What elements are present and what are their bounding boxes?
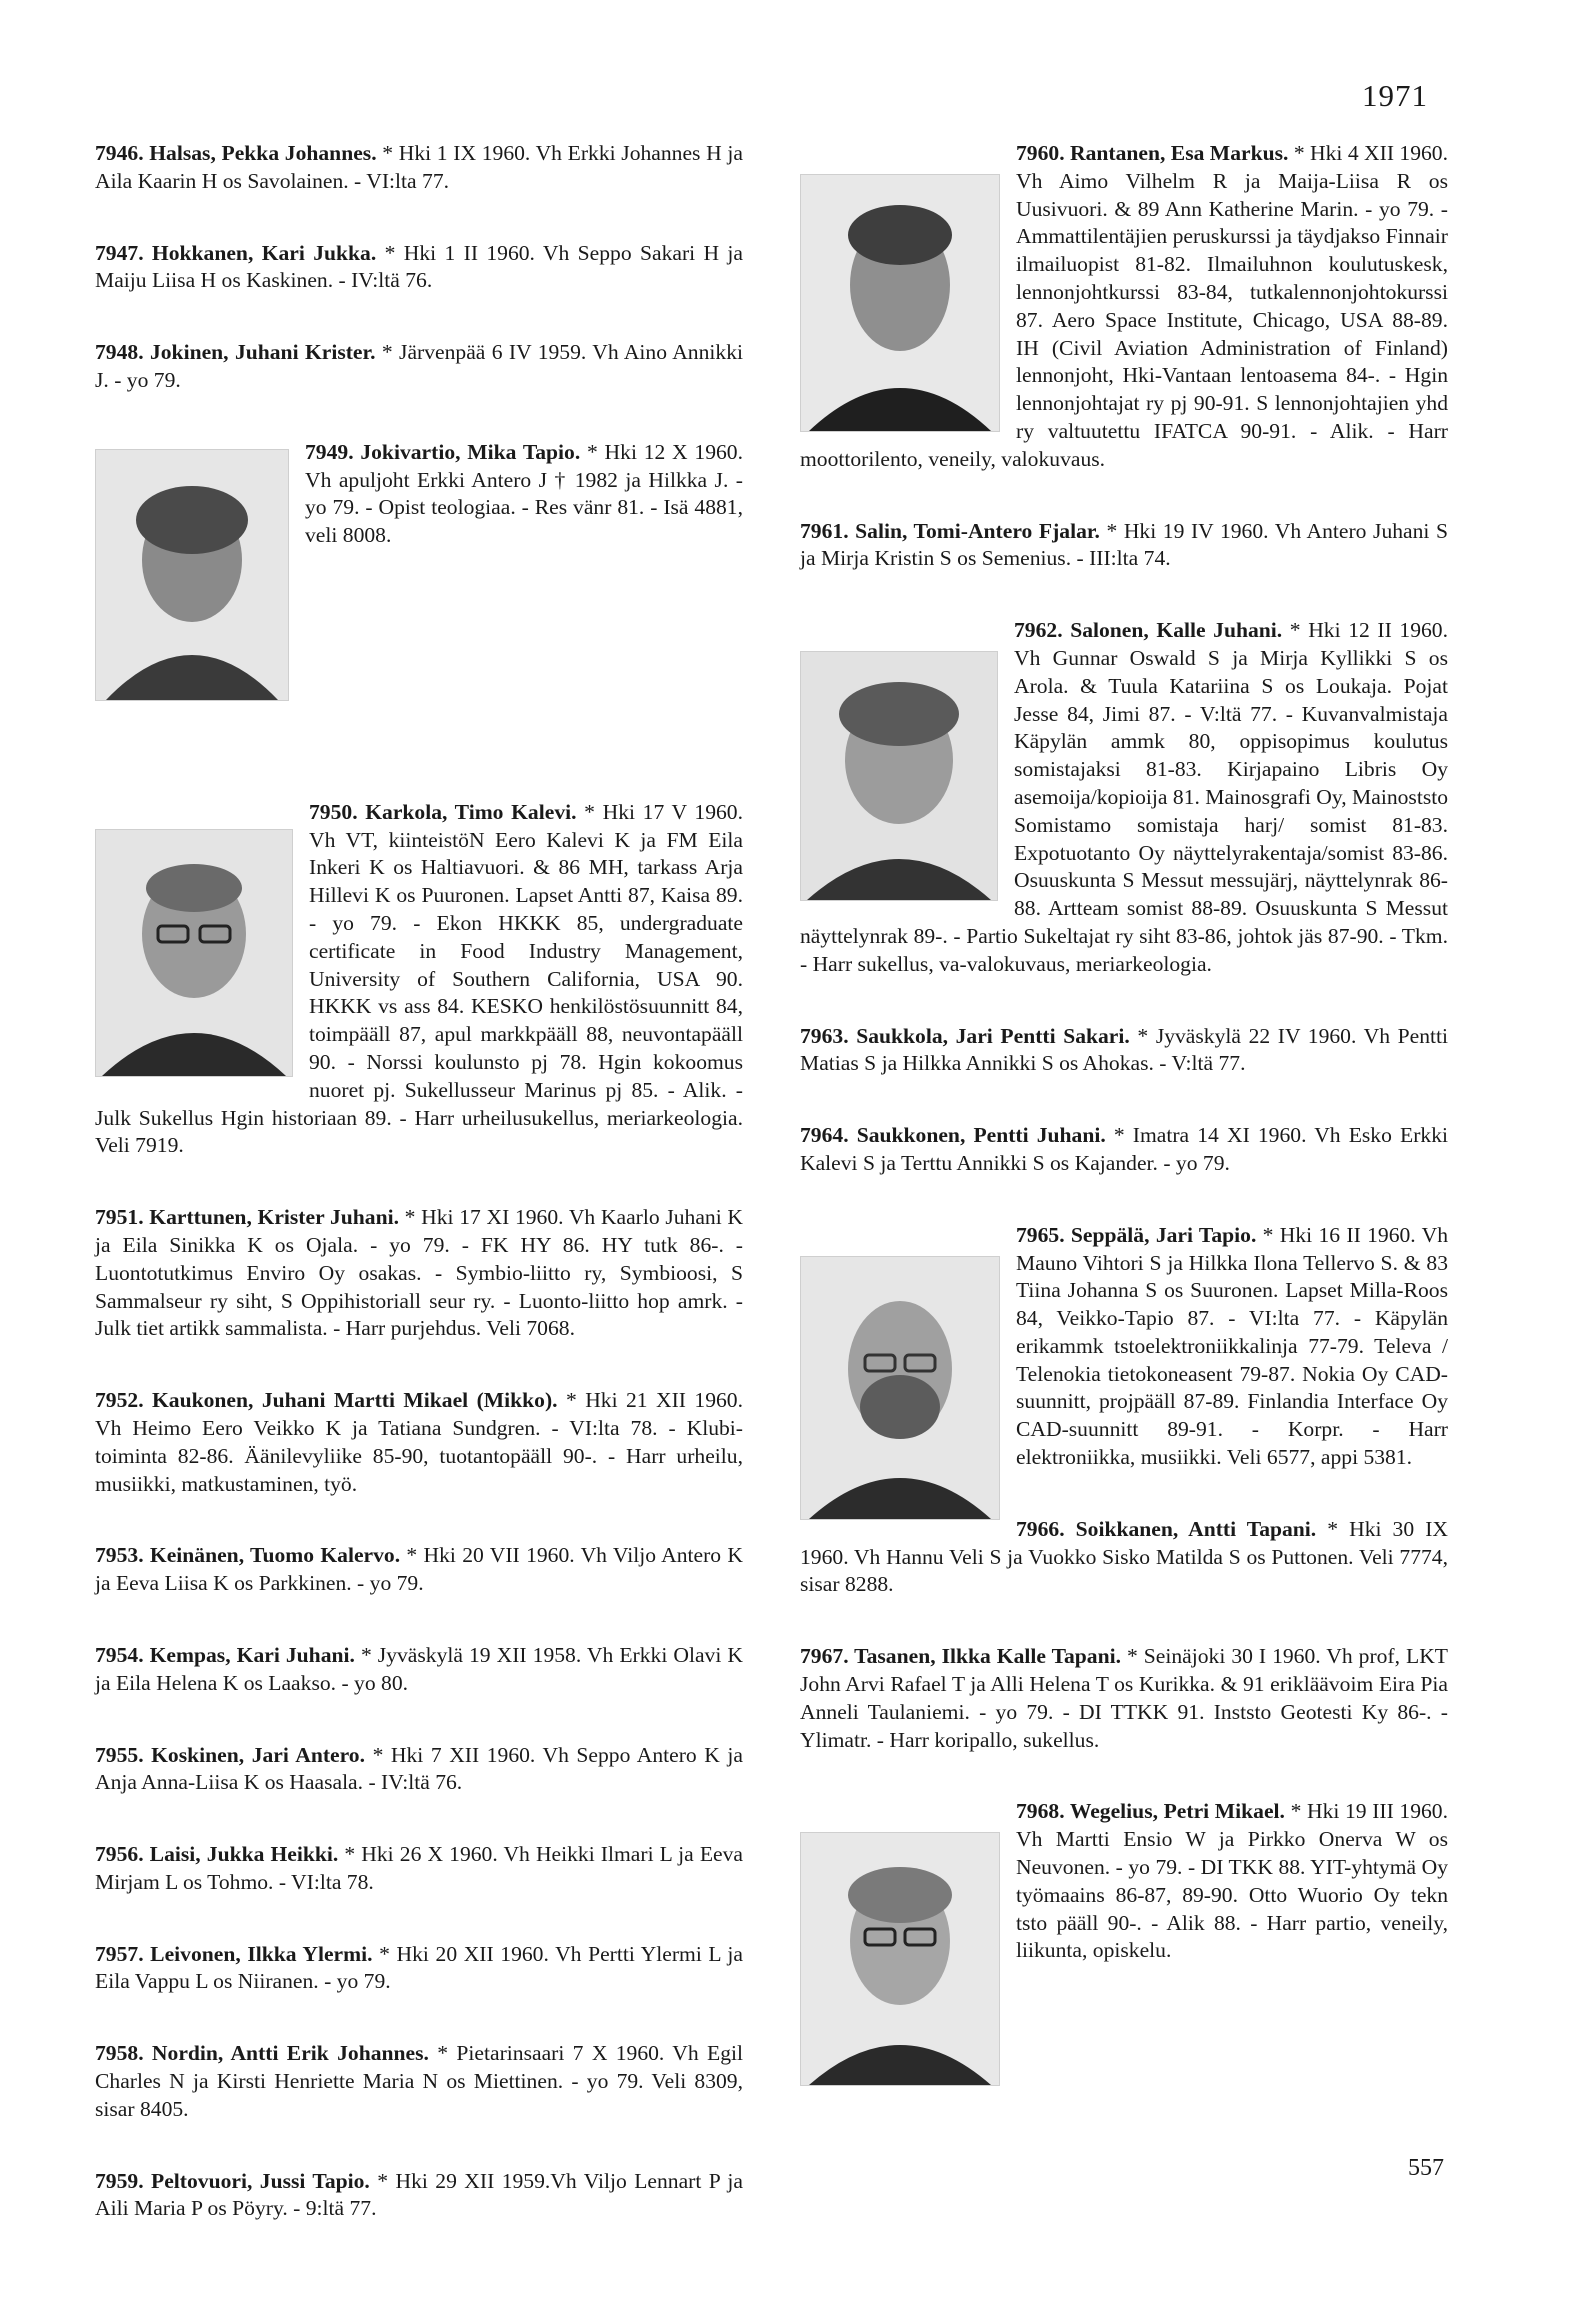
entry-body: * Hki 12 X 1960. Vh apuljoht Erkki Antero J † 1982 ja Hilkka J. - yo 79. - Opist teologiaa. - Res vänr 81. - Isä 4881, veli 8008.: [305, 439, 743, 548]
portrait-photo-7968: [800, 1832, 1000, 2086]
entry-7949: [95, 439, 743, 739]
entry-7968: [800, 1798, 1448, 1965]
entry-body: * Hki 29 XII 1959.Vh Viljo Lennart P ja Aili Maria P os Pöyry. - 9:ltä 77.: [95, 2168, 743, 2221]
entry-7963: [800, 1023, 1448, 1079]
entry-7950: [95, 799, 743, 1160]
entry-7954: [95, 1642, 743, 1698]
entry-7965: [800, 1222, 1448, 1472]
entry-heading: 7961. Salin, Tomi-Antero Fjalar.: [800, 518, 1100, 543]
entry-body: * Jyväskylä 19 XII 1958. Vh Erkki Olavi K ja Eila Helena K os Laakso. - yo 80.: [95, 1642, 743, 1695]
entry-heading: 7962. Salonen, Kalle Juhani.: [1014, 618, 1283, 643]
entry-heading: 7956. Laisi, Jukka Heikki.: [95, 1842, 339, 1867]
entry-body: * Imatra 14 XI 1960. Vh Esko Erkki Kalevi S ja Terttu Annikki S os Kajander. - yo 79.: [800, 1123, 1448, 1175]
entry-body: * Jyväskylä 22 IV 1960. Vh Pentti Matias S ja Hilkka Annikki S os Ahokas. - V:ltä 77.: [800, 1023, 1448, 1076]
entry-heading: 7950. Karkola, Timo Kalevi.: [309, 799, 577, 824]
entry-heading: 7948. Jokinen, Juhani Krister.: [95, 340, 376, 365]
entry-7955: [95, 1742, 743, 1798]
entry-body: * Hki 1 IX 1960. Vh Erkki Johannes H ja Aila Kaarin H os Savolainen. - VI:lta 77.: [95, 141, 743, 193]
entry-7957: [95, 1941, 743, 1997]
entry-body: * Hki 30 IX 1960. Vh Hannu Veli S ja Vuokko Sisko Matilda S os Puttonen. Veli 7774, sisar 8288.: [800, 1516, 1448, 1597]
entry-heading: 7957. Leivonen, Ilkka Ylermi.: [95, 1941, 373, 1966]
entry-heading: 7968. Wegelius, Petri Mikael.: [1016, 1799, 1285, 1824]
portrait-photo-7949: [95, 449, 289, 701]
entry-7967: [800, 1643, 1448, 1754]
entry-body: * Hki 1 II 1960. Vh Seppo Sakari H ja Maiju Liisa H os Kaskinen. - IV:ltä 76.: [95, 240, 744, 293]
entry-body: * Hki 26 X 1960. Vh Heikki Ilmari L ja Eeva Mirjam L os Tohmo. - VI:lta 78.: [95, 1842, 743, 1894]
portrait-silhouette: [801, 1257, 999, 1519]
year-heading: 1971: [1362, 78, 1428, 113]
entry-7962: [800, 617, 1448, 978]
entry-heading: 7946. Halsas, Pekka Johannes.: [95, 141, 377, 165]
portrait-photo-7960: [800, 174, 1000, 432]
entry-7966: [800, 1516, 1448, 1599]
entry-7959: [95, 2168, 743, 2224]
entry-7958: [95, 2040, 743, 2123]
page-number: 557: [1408, 2155, 1444, 2181]
left-column: [95, 140, 743, 2267]
entry-heading: 7952. Kaukonen, Juhani Martti Mikael (Mikko).: [95, 1388, 558, 1413]
entry-body: * Hki 12 II 1960. Vh Gunnar Oswald S ja Mirja Kyllikki S os Arola. & Tuula Katariina S os Loukaja. Pojat Jesse 84, Jimi 87. - V:ltä 77. - Kuvanvalmistaja Käpylän ammk 80, oppisopimus koulutus somistajaksi 81-83. Kirjapaino Libris Oy asemoija/kopioija 81. Mainosgrafi Oy, Mainoststo Somistamo somistaja harj/ somist 81-83. Expotuotanto Oy näyttelyrakentaja/somist 83-86. Osuuskunta S Messut messujärj, näyttelynrak 86-88. Artteam somist 88-89. Osuuskunta S Messut näyttelynrak 89-. - Partio Sukeltajat ry siht 83-86, johtok jäs 87-90. - Tkm. - Harr sukellus, va-valokuvaus, meriarkeologia.: [800, 618, 1449, 976]
portrait-silhouette: [801, 652, 997, 900]
portrait-photo-7950: [95, 829, 293, 1077]
entry-7961: [800, 518, 1448, 574]
entry-body: * Pietarinsaari 7 X 1960. Vh Egil Charles N ja Kirsti Henriette Maria N os Miettinen. - yo 79. Veli 8309, sisar 8405.: [95, 2041, 743, 2121]
entry-heading: 7964. Saukkonen, Pentti Juhani.: [800, 1123, 1106, 1148]
entry-7951: [95, 1204, 743, 1343]
entry-body: * Hki 19 IV 1960. Vh Antero Juhani S ja Mirja Kristin S os Semenius. - III:lta 74.: [800, 518, 1449, 571]
entry-body: * Järvenpää 6 IV 1959. Vh Aino Annikki J. - yo 79.: [95, 340, 743, 392]
portrait-silhouette: [96, 450, 288, 700]
entry-7964: [800, 1122, 1448, 1178]
entry-7952: [95, 1387, 743, 1498]
entry-heading: 7947. Hokkanen, Kari Jukka.: [95, 240, 377, 265]
entry-heading: 7959. Peltovuori, Jussi Tapio.: [95, 2168, 370, 2193]
portrait-silhouette: [96, 830, 292, 1076]
entry-7956: [95, 1841, 743, 1897]
entry-body: * Hki 17 V 1960. Vh VT, kiinteistöN Eero Kalevi K ja FM Eila Inkeri K os Haltiavuori. & 86 MH, tarkass Arja Hillevi K os Puuronen. Lapset Antti 87, Kaisa 89. - yo 79. - Ekon HKKK 85, undergraduate certificate in Food Industry Management, University of Southern California, USA 90. HKKK vs ass 84. KESKO henkilöstösuunnitt 84, toimpääll 87, apul markkpääll 88, neuvontapääll 90. - Norssi koulunsto pj 78. Hgin kokoomus nuoret pj. Sukellusseur Marinus pj 85. - Alik. - Julk Sukellus Hgin historiaan 89. - Harr urheilusukellus, meriarkeologia. Veli 7919.: [95, 799, 743, 1158]
portrait-photo-7965: [800, 1256, 1000, 1520]
portrait-silhouette: [801, 1833, 999, 2085]
entry-body: * Hki 20 VII 1960. Vh Viljo Antero K ja Eeva Liisa K os Parkkinen. - yo 79.: [95, 1543, 744, 1596]
entry-7953: [95, 1542, 743, 1598]
entry-7946: [95, 140, 743, 196]
entry-heading: 7951. Karttunen, Krister Juhani.: [95, 1205, 399, 1230]
entry-heading: 7960. Rantanen, Esa Markus.: [1016, 141, 1289, 165]
entry-body: * Hki 20 XII 1960. Vh Pertti Ylermi L ja Eila Vappu L os Niiranen. - yo 79.: [95, 1941, 743, 1994]
portrait-photo-7962: [800, 651, 998, 901]
entry-heading: 7958. Nordin, Antti Erik Johannes.: [95, 2041, 429, 2066]
entry-body: * Hki 16 II 1960. Vh Mauno Vihtori S ja Hilkka Ilona Tellervo S. & 83 Tiina Johanna S os Suuronen. Lapset Milla-Roos 84, Veikko-Tapio 87. - VI:lta 77. - Käpylän erikammk tstoelektroniikkalinja 77-79. Televa / Telenokia tietokoneasent 79-87. Nokia Oy CAD-suunnitt, projpääll 87-89. Finlandia Interface Oy CAD-suunnitt 89-91. - Korpr. - Harr elektroniikka, musiikki. Veli 6577, appi 5381.: [1016, 1222, 1448, 1470]
right-column: [800, 140, 1448, 2094]
entry-heading: 7955. Koskinen, Jari Antero.: [95, 1742, 366, 1767]
entry-heading: 7954. Kempas, Kari Juhani.: [95, 1642, 355, 1667]
entry-heading: 7963. Saukkola, Jari Pentti Sakari.: [800, 1023, 1130, 1048]
entry-heading: 7949. Jokivartio, Mika Tapio.: [305, 439, 581, 464]
entry-body: * Hki 21 XII 1960. Vh Heimo Eero Veikko K ja Tatiana Sundgren. - VI:lta 78. - Klubi-toiminta 82-86. Äänilevyliike 85-90, tuotantopääll 90-. - Harr urheilu, musiikki, matkustaminen, työ.: [95, 1388, 743, 1496]
entry-7948: [95, 339, 743, 395]
entry-body: * Seinäjoki 30 I 1960. Vh prof, LKT John Arvi Rafael T ja Alli Helena T os Kurikka. & 91 erikläävoim Eira Pia Anneli Taulaniemi. - yo 79. - DI TTKK 91. Inststo Geotesti Ky 86-. - Ylimatr. - Harr koripallo, sukellus.: [800, 1644, 1448, 1752]
entry-7947: [95, 240, 743, 296]
entry-body: * Hki 4 XII 1960. Vh Aimo Vilhelm R ja Maija-Liisa R os Uusivuori. & 89 Ann Katherine Marin. - yo 79. - Ammattilentäjien peruskurssi ja täydjakso Finnair ilmailuopist 81-82. Ilmailuhnon koulutuskesk, lennonjohtkurssi 83-84, tutkalennonjohtokurssi 87. Aero Space Institute, Chicago, USA 88-89. IH (Civil Aviation Administration of Finland) lennonjoht, Hki-Vantaan lentoasema 84-. - Hgin lennonjohtajat ry pj 90-91. S lennonjohtajien yhd ry valtuutettu IFATCA 90-91. - Alik. - Harr moottorilento, veneily, valokuvaus.: [800, 141, 1449, 471]
entry-heading: 7965. Seppälä, Jari Tapio.: [1016, 1222, 1257, 1247]
entry-body: * Hki 17 XI 1960. Vh Kaarlo Juhani K ja Eila Sinikka K os Ojala. - yo 79. - FK HY 86. HY tutk 86-. - Luontotutkimus Enviro Oy osakas. - Symbio-liitto ry, Symbioosi, S Sammalseur ry siht, S Oppihistoriall seur ry. - Luonto-liitto hop amrk. - Julk tiet artikk sammalista. - Harr purjehdus. Veli 7068.: [95, 1205, 744, 1341]
portrait-silhouette: [801, 175, 999, 431]
entry-7960: [800, 140, 1448, 474]
entry-heading: 7967. Tasanen, Ilkka Kalle Tapani.: [800, 1644, 1121, 1669]
entry-heading: 7966. Soikkanen, Antti Tapani.: [1016, 1516, 1317, 1541]
entry-body: * Hki 7 XII 1960. Vh Seppo Antero K ja Anja Anna-Liisa K os Haasala. - IV:ltä 76.: [95, 1742, 744, 1795]
entry-heading: 7953. Keinänen, Tuomo Kalervo.: [95, 1543, 401, 1568]
entry-body: * Hki 19 III 1960. Vh Martti Ensio W ja Pirkko Onerva W os Neuvonen. - yo 79. - DI TKK 88. YIT-yhtymä Oy työmaains 86-87, 89-90. Otto Wuorio Oy tekn tsto pääll 90-. - Alik 88. - Harr partio, veneily, liikunta, opiskelu.: [1016, 1799, 1448, 1963]
